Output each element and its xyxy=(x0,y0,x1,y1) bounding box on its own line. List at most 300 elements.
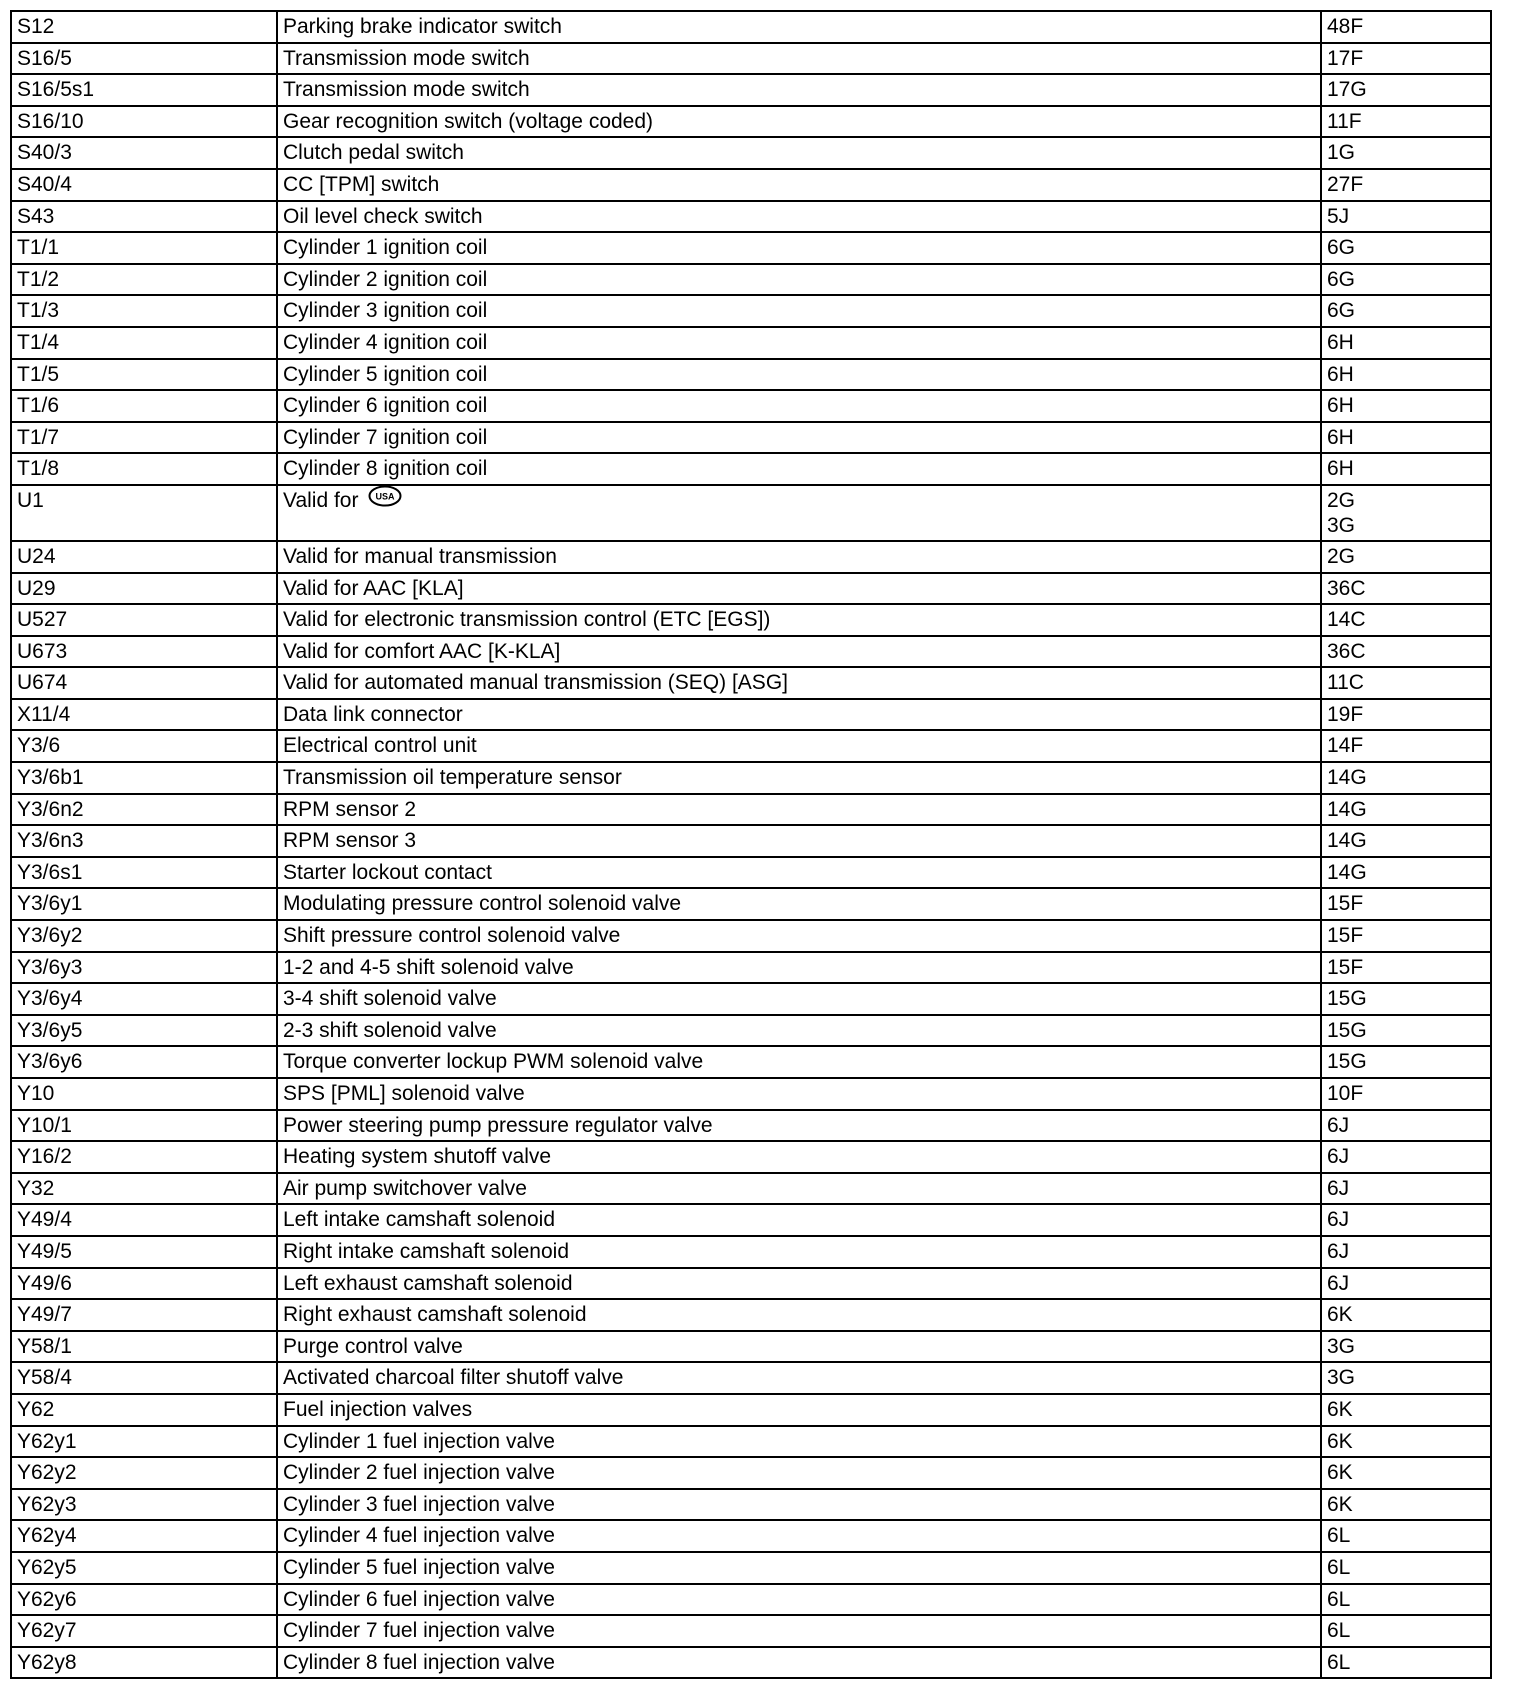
component-code-cell: Y58/4 xyxy=(11,1362,277,1394)
table-row xyxy=(11,74,1491,106)
grid-location: 19F xyxy=(1327,702,1364,726)
table-row xyxy=(11,485,1491,541)
component-code-cell: T1/5 xyxy=(11,359,277,391)
component-description-cell xyxy=(277,1584,1321,1616)
component-description-cell xyxy=(277,453,1321,485)
component-description-cell xyxy=(277,541,1321,573)
component-description-cell xyxy=(277,604,1321,636)
table-row xyxy=(11,573,1491,605)
table-row xyxy=(11,762,1491,794)
component-description-cell xyxy=(277,952,1321,984)
component-description-cell xyxy=(277,1647,1321,1679)
table-row xyxy=(11,1362,1491,1394)
grid-location-cell xyxy=(1321,106,1491,138)
table-row xyxy=(11,1015,1491,1047)
grid-location-cell xyxy=(1321,636,1491,668)
grid-location-cell xyxy=(1321,604,1491,636)
legend-table-body xyxy=(11,11,1491,1678)
grid-location-cell xyxy=(1321,169,1491,201)
component-description-text: Cylinder 4 ignition coil xyxy=(283,330,488,354)
grid-location-cell xyxy=(1321,453,1491,485)
component-code-cell: S16/5s1 xyxy=(11,74,277,106)
component-code-cell: Y3/6n3 xyxy=(11,825,277,857)
component-description-text: RPM sensor 2 xyxy=(283,797,417,821)
component-code-cell: T1/2 xyxy=(11,264,277,296)
grid-location-cell xyxy=(1321,1015,1491,1047)
grid-location: 2G xyxy=(1327,488,1356,512)
component-code-cell: T1/8 xyxy=(11,453,277,485)
grid-location-cell xyxy=(1321,983,1491,1015)
component-code-cell: U24 xyxy=(11,541,277,573)
grid-location-cell xyxy=(1321,667,1491,699)
table-row xyxy=(11,137,1491,169)
table-row xyxy=(11,264,1491,296)
component-description-text: Heating system shutoff valve xyxy=(283,1145,552,1169)
component-code-cell: S16/10 xyxy=(11,106,277,138)
usa-country-icon xyxy=(368,485,402,513)
grid-location: 17G xyxy=(1327,78,1367,102)
component-code-cell: Y62y8 xyxy=(11,1647,277,1679)
component-description-text: Cylinder 3 ignition coil xyxy=(283,299,488,323)
component-description-text: Cylinder 8 ignition coil xyxy=(283,457,488,481)
component-description-cell xyxy=(277,730,1321,762)
table-row xyxy=(11,201,1491,233)
component-description-cell xyxy=(277,1236,1321,1268)
grid-location: 6L xyxy=(1327,1524,1351,1548)
grid-location-cell xyxy=(1321,201,1491,233)
component-description-text: Left intake camshaft solenoid xyxy=(283,1208,555,1232)
component-code-cell: T1/4 xyxy=(11,327,277,359)
component-description-text: Power steering pump pressure regulator valve xyxy=(283,1113,713,1137)
component-code-cell: U673 xyxy=(11,636,277,668)
table-row xyxy=(11,1584,1491,1616)
table-row xyxy=(11,1236,1491,1268)
grid-location: 10F xyxy=(1327,1082,1364,1105)
component-code-cell: T1/3 xyxy=(11,295,277,327)
component-description-cell xyxy=(277,359,1321,391)
component-description-text: Parking brake indicator switch xyxy=(283,15,562,38)
component-description-text: Cylinder 2 fuel injection valve xyxy=(283,1461,555,1485)
grid-location-cell xyxy=(1321,1110,1491,1142)
component-description-cell xyxy=(277,74,1321,106)
component-code-cell: Y49/6 xyxy=(11,1268,277,1300)
grid-location-cell xyxy=(1321,1299,1491,1331)
table-row xyxy=(11,1457,1491,1489)
component-description-text: Air pump switchover valve xyxy=(283,1176,527,1200)
component-description-cell xyxy=(277,1268,1321,1300)
component-description-cell xyxy=(277,636,1321,668)
grid-location: 15F xyxy=(1327,892,1364,916)
grid-location: 6J xyxy=(1327,1176,1350,1200)
component-code-cell: T1/6 xyxy=(11,390,277,422)
table-row xyxy=(11,636,1491,668)
grid-location: 11F xyxy=(1327,109,1362,133)
grid-location: 6G xyxy=(1327,236,1356,260)
component-code-cell: S40/3 xyxy=(11,137,277,169)
grid-location-cell xyxy=(1321,1457,1491,1489)
component-description-text: 1-2 and 4-5 shift solenoid valve xyxy=(283,955,574,979)
component-description-cell xyxy=(277,667,1321,699)
grid-location-cell xyxy=(1321,825,1491,857)
component-code-cell: Y3/6y4 xyxy=(11,983,277,1015)
grid-location: 36C xyxy=(1327,576,1366,600)
component-description-text: Cylinder 5 ignition coil xyxy=(283,362,488,386)
grid-location: 14G xyxy=(1327,860,1367,884)
table-row xyxy=(11,1394,1491,1426)
component-description-cell xyxy=(277,573,1321,605)
table-row xyxy=(11,1331,1491,1363)
grid-location-cell xyxy=(1321,1331,1491,1363)
table-row xyxy=(11,295,1491,327)
component-code-cell: Y62y2 xyxy=(11,1457,277,1489)
component-description-text: Cylinder 2 ignition coil xyxy=(283,267,488,291)
component-code-cell: Y32 xyxy=(11,1173,277,1205)
table-row xyxy=(11,667,1491,699)
component-description-text: CC [TPM] switch xyxy=(283,172,440,196)
component-code-cell: Y3/6 xyxy=(11,730,277,762)
component-description-cell xyxy=(277,1110,1321,1142)
component-description-cell xyxy=(277,422,1321,454)
grid-location-cell xyxy=(1321,74,1491,106)
component-description-text: Right intake camshaft solenoid xyxy=(283,1239,569,1263)
grid-location-cell xyxy=(1321,1394,1491,1426)
component-description-cell xyxy=(277,762,1321,794)
table-row xyxy=(11,1552,1491,1584)
component-description-cell xyxy=(277,1457,1321,1489)
grid-location: 6J xyxy=(1327,1208,1350,1232)
grid-location: 6H xyxy=(1327,394,1354,418)
grid-location: 14G xyxy=(1327,797,1367,821)
grid-location-cell xyxy=(1321,1489,1491,1521)
table-row xyxy=(11,359,1491,391)
component-description-text: Gear recognition switch (voltage coded) xyxy=(283,109,654,133)
grid-location: 14G xyxy=(1327,766,1367,790)
table-row xyxy=(11,952,1491,984)
component-description-cell xyxy=(277,264,1321,296)
component-description-text: RPM sensor 3 xyxy=(283,829,417,853)
table-row xyxy=(11,699,1491,731)
grid-location-cell xyxy=(1321,1173,1491,1205)
component-description-text: Oil level check switch xyxy=(283,204,483,228)
component-description-cell xyxy=(277,106,1321,138)
grid-location-cell xyxy=(1321,1268,1491,1300)
grid-location: 48F xyxy=(1327,15,1364,38)
grid-location-cell xyxy=(1321,295,1491,327)
component-code-cell: X11/4 xyxy=(11,699,277,731)
grid-location: 6L xyxy=(1327,1650,1351,1674)
grid-location-cell xyxy=(1321,794,1491,826)
component-description-text: 3-4 shift solenoid valve xyxy=(283,987,497,1011)
grid-location-cell xyxy=(1321,1362,1491,1394)
grid-location: 6L xyxy=(1327,1619,1351,1643)
component-description-cell xyxy=(277,825,1321,857)
component-code-cell: Y62y7 xyxy=(11,1615,277,1647)
grid-location-cell xyxy=(1321,952,1491,984)
component-code-cell: Y3/6y5 xyxy=(11,1015,277,1047)
component-description-cell xyxy=(277,295,1321,327)
grid-location: 15F xyxy=(1327,924,1364,948)
table-row xyxy=(11,794,1491,826)
table-row xyxy=(11,106,1491,138)
component-description-cell xyxy=(277,1204,1321,1236)
component-description-text: Activated charcoal filter shutoff valve xyxy=(283,1366,624,1390)
grid-location-cell xyxy=(1321,422,1491,454)
grid-location: 14C xyxy=(1327,608,1366,632)
grid-location: 15G xyxy=(1327,987,1367,1011)
component-description-text: Transmission mode switch xyxy=(283,46,530,70)
grid-location-cell xyxy=(1321,1078,1491,1110)
table-row xyxy=(11,1078,1491,1110)
component-description-cell xyxy=(277,1489,1321,1521)
component-description-text: Cylinder 5 fuel injection valve xyxy=(283,1555,555,1579)
component-description-cell xyxy=(277,888,1321,920)
grid-location: 6H xyxy=(1327,362,1354,386)
grid-location: 6H xyxy=(1327,330,1354,354)
component-description-cell xyxy=(277,390,1321,422)
grid-location-cell xyxy=(1321,264,1491,296)
component-description-cell xyxy=(277,794,1321,826)
component-description-cell xyxy=(277,1552,1321,1584)
component-description-cell xyxy=(277,327,1321,359)
component-description-text: SPS [PML] solenoid valve xyxy=(283,1082,525,1105)
component-code-cell: T1/7 xyxy=(11,422,277,454)
grid-location: 6J xyxy=(1327,1145,1350,1169)
component-description-text: Cylinder 1 fuel injection valve xyxy=(283,1429,555,1453)
component-description-cell xyxy=(277,699,1321,731)
table-row xyxy=(11,857,1491,889)
component-description-cell xyxy=(277,43,1321,75)
grid-location-cell xyxy=(1321,1552,1491,1584)
component-code-cell: S40/4 xyxy=(11,169,277,201)
grid-location: 36C xyxy=(1327,639,1366,663)
component-code-cell: Y3/6s1 xyxy=(11,857,277,889)
component-description-cell xyxy=(277,201,1321,233)
usa-icon-text: USA xyxy=(375,491,395,502)
component-code-cell: S16/5 xyxy=(11,43,277,75)
grid-location-cell xyxy=(1321,573,1491,605)
table-row xyxy=(11,1046,1491,1078)
grid-location: 17F xyxy=(1327,46,1364,70)
grid-location: 14F xyxy=(1327,734,1364,758)
component-code-cell: Y62y5 xyxy=(11,1552,277,1584)
component-code-cell: Y3/6y6 xyxy=(11,1046,277,1078)
grid-location-cell xyxy=(1321,1584,1491,1616)
component-code-cell: U1 xyxy=(11,485,277,541)
component-code-cell: Y49/5 xyxy=(11,1236,277,1268)
component-description-cell xyxy=(277,11,1321,43)
component-description-text: Cylinder 8 fuel injection valve xyxy=(283,1650,555,1674)
component-description-text: Shift pressure control solenoid valve xyxy=(283,924,621,948)
component-description-cell xyxy=(277,485,1321,541)
grid-location-cell xyxy=(1321,1204,1491,1236)
component-code-cell: T1/1 xyxy=(11,232,277,264)
component-description-text: Cylinder 6 fuel injection valve xyxy=(283,1587,555,1611)
grid-location: 6K xyxy=(1327,1303,1353,1327)
table-row xyxy=(11,232,1491,264)
component-code-cell: S12 xyxy=(11,11,277,43)
grid-location: 3G xyxy=(1327,1366,1356,1390)
component-description-text: Modulating pressure control solenoid valve xyxy=(283,892,682,916)
grid-location-cell xyxy=(1321,1520,1491,1552)
grid-location-cell xyxy=(1321,1426,1491,1458)
grid-location: 6J xyxy=(1327,1271,1350,1295)
table-row xyxy=(11,1615,1491,1647)
grid-location-cell xyxy=(1321,762,1491,794)
component-description-cell xyxy=(277,137,1321,169)
component-legend-page xyxy=(10,10,1490,1679)
component-description-cell xyxy=(277,1299,1321,1331)
component-description-cell xyxy=(277,1520,1321,1552)
component-description-text: Right exhaust camshaft solenoid xyxy=(283,1303,587,1327)
grid-location-cell xyxy=(1321,730,1491,762)
grid-location-cell xyxy=(1321,541,1491,573)
table-row xyxy=(11,1110,1491,1142)
component-code-cell: U674 xyxy=(11,667,277,699)
component-code-cell: U527 xyxy=(11,604,277,636)
grid-location: 15F xyxy=(1327,955,1364,979)
grid-location: 11C xyxy=(1327,671,1364,695)
grid-location: 6H xyxy=(1327,425,1354,449)
component-description-cell xyxy=(277,1141,1321,1173)
table-row xyxy=(11,1268,1491,1300)
grid-location-cell xyxy=(1321,359,1491,391)
table-row xyxy=(11,604,1491,636)
component-description-text: Cylinder 4 fuel injection valve xyxy=(283,1524,555,1548)
grid-location-cell xyxy=(1321,137,1491,169)
component-description-text: Valid for comfort AAC [K-KLA] xyxy=(283,639,561,663)
grid-location: 14G xyxy=(1327,829,1367,853)
grid-location: 6G xyxy=(1327,299,1356,323)
component-description-text: Clutch pedal switch xyxy=(283,141,464,165)
component-description-text: Fuel injection valves xyxy=(283,1397,473,1421)
component-description-text: Cylinder 7 fuel injection valve xyxy=(283,1619,555,1643)
grid-location: 3G xyxy=(1327,1334,1356,1358)
grid-location: 2G xyxy=(1327,544,1356,568)
table-row xyxy=(11,1647,1491,1679)
table-row xyxy=(11,327,1491,359)
component-description-cell xyxy=(277,1362,1321,1394)
component-description-cell xyxy=(277,1394,1321,1426)
component-description-cell xyxy=(277,1046,1321,1078)
component-description-text: Valid for automated manual transmission (SEQ) [ASG] xyxy=(283,671,788,695)
component-description-text: 2-3 shift solenoid valve xyxy=(283,1018,497,1042)
component-description-text: Transmission mode switch xyxy=(283,78,530,102)
component-description-text: Cylinder 1 ignition coil xyxy=(283,236,488,260)
table-row xyxy=(11,1141,1491,1173)
table-row xyxy=(11,1299,1491,1331)
component-code-cell: Y49/4 xyxy=(11,1204,277,1236)
table-row xyxy=(11,1204,1491,1236)
grid-location-cell xyxy=(1321,11,1491,43)
table-row xyxy=(11,983,1491,1015)
component-description-cell xyxy=(277,1078,1321,1110)
component-description-cell xyxy=(277,169,1321,201)
component-description-text: Starter lockout contact xyxy=(283,860,492,884)
component-description-text: Cylinder 3 fuel injection valve xyxy=(283,1492,555,1516)
grid-location: 6G xyxy=(1327,267,1356,291)
grid-location: 6H xyxy=(1327,457,1354,481)
grid-location-cell xyxy=(1321,327,1491,359)
grid-location: 6K xyxy=(1327,1397,1353,1421)
grid-location-cell xyxy=(1321,857,1491,889)
grid-location: 15G xyxy=(1327,1018,1367,1042)
component-description-text: Transmission oil temperature sensor xyxy=(283,766,622,790)
component-description-text: Valid for electronic transmission control (ETC [EGS]) xyxy=(283,608,771,632)
grid-location: 6J xyxy=(1327,1113,1350,1137)
component-description-cell xyxy=(277,920,1321,952)
component-description-text: Valid for AAC [KLA] xyxy=(283,576,464,600)
grid-location: 6K xyxy=(1327,1429,1353,1453)
component-code-cell: Y3/6y2 xyxy=(11,920,277,952)
component-code-cell: U29 xyxy=(11,573,277,605)
component-code-cell: Y3/6n2 xyxy=(11,794,277,826)
component-description-cell xyxy=(277,1015,1321,1047)
table-row xyxy=(11,825,1491,857)
component-code-cell: Y58/1 xyxy=(11,1331,277,1363)
table-row xyxy=(11,888,1491,920)
component-code-cell: Y62y3 xyxy=(11,1489,277,1521)
table-row xyxy=(11,1489,1491,1521)
table-row xyxy=(11,1426,1491,1458)
grid-location: 6L xyxy=(1327,1555,1351,1579)
component-code-cell: Y16/2 xyxy=(11,1141,277,1173)
component-description-cell xyxy=(277,1331,1321,1363)
component-code-cell: Y62y1 xyxy=(11,1426,277,1458)
grid-location-cell xyxy=(1321,1236,1491,1268)
table-row xyxy=(11,422,1491,454)
component-code-cell: Y3/6b1 xyxy=(11,762,277,794)
grid-location-cell xyxy=(1321,699,1491,731)
table-row xyxy=(11,390,1491,422)
table-row xyxy=(11,1520,1491,1552)
component-legend-table xyxy=(10,10,1492,1679)
component-code-cell: Y3/6y3 xyxy=(11,952,277,984)
grid-location: 6K xyxy=(1327,1461,1353,1485)
grid-location: 6J xyxy=(1327,1239,1350,1263)
component-description-cell xyxy=(277,1615,1321,1647)
component-code-cell: Y3/6y1 xyxy=(11,888,277,920)
grid-location: 27F xyxy=(1327,172,1364,196)
table-row xyxy=(11,920,1491,952)
component-description-text: Cylinder 6 ignition coil xyxy=(283,394,488,418)
component-code-cell: Y62y4 xyxy=(11,1520,277,1552)
component-description-text: Valid for xyxy=(283,488,359,512)
component-description-cell xyxy=(277,1173,1321,1205)
table-row xyxy=(11,730,1491,762)
component-description-text: Torque converter lockup PWM solenoid valve xyxy=(283,1050,704,1074)
grid-location-cell xyxy=(1321,43,1491,75)
component-description-cell xyxy=(277,857,1321,889)
grid-location: 3G xyxy=(1327,513,1356,537)
table-row xyxy=(11,11,1491,43)
component-description-text: Valid for manual transmission xyxy=(283,544,557,568)
grid-location-cell xyxy=(1321,1615,1491,1647)
component-description-text: Left exhaust camshaft solenoid xyxy=(283,1271,573,1295)
grid-location-cell xyxy=(1321,1046,1491,1078)
grid-location-cell xyxy=(1321,888,1491,920)
component-description-cell xyxy=(277,983,1321,1015)
grid-location: 6L xyxy=(1327,1587,1351,1611)
grid-location-cell xyxy=(1321,390,1491,422)
grid-location-cell xyxy=(1321,920,1491,952)
table-row xyxy=(11,1173,1491,1205)
component-code-cell: Y62 xyxy=(11,1394,277,1426)
grid-location: 15G xyxy=(1327,1050,1367,1074)
table-row xyxy=(11,541,1491,573)
component-description-cell xyxy=(277,1426,1321,1458)
component-description-text: Data link connector xyxy=(283,702,463,726)
grid-location-cell xyxy=(1321,1647,1491,1679)
